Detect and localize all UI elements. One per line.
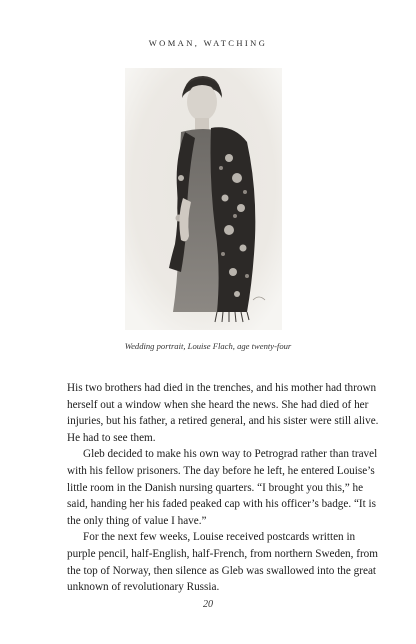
body-line: injuries, but his father, a retired general, and his sister were still alive. [67,415,379,428]
body-line: His two brothers had died in the trenches, and his mother had thrown [67,382,377,394]
body-line: unknown of revolutionary Russia. [67,581,220,594]
body-line: little room in the Danish nursing quarters. “I brought you this,” he [67,481,364,494]
body-line: the top of Norway, then silence as Gleb was swallowed into the great [67,564,377,577]
body-line: said, handing her his faded peaked cap with his officer’s badge. “It is [67,498,377,511]
body-line: For the next few weeks, Louise received postcards written in [83,531,356,544]
wedding-portrait-photo [125,68,282,330]
running-head: WOMAN, WATCHING [148,38,268,48]
body-line: the only thing of value I have.” [67,514,207,527]
body-line: He had to see them. [67,431,156,444]
body-line: Gleb decided to make his own way to Petrograd rather than travel [83,448,378,461]
figure-caption: Wedding portrait, Louise Flach, age twenty-four [124,341,292,351]
page-number: 20 [203,599,213,610]
body-line: herself out a window when she heard the news. She had died of her [67,398,369,411]
body-line: with his fellow prisoners. The day before he left, he entered Louise’s [67,464,375,477]
body-line: purple pencil, half-English, half-French, from northern Sweden, from [67,547,378,560]
body-text [67,380,379,596]
